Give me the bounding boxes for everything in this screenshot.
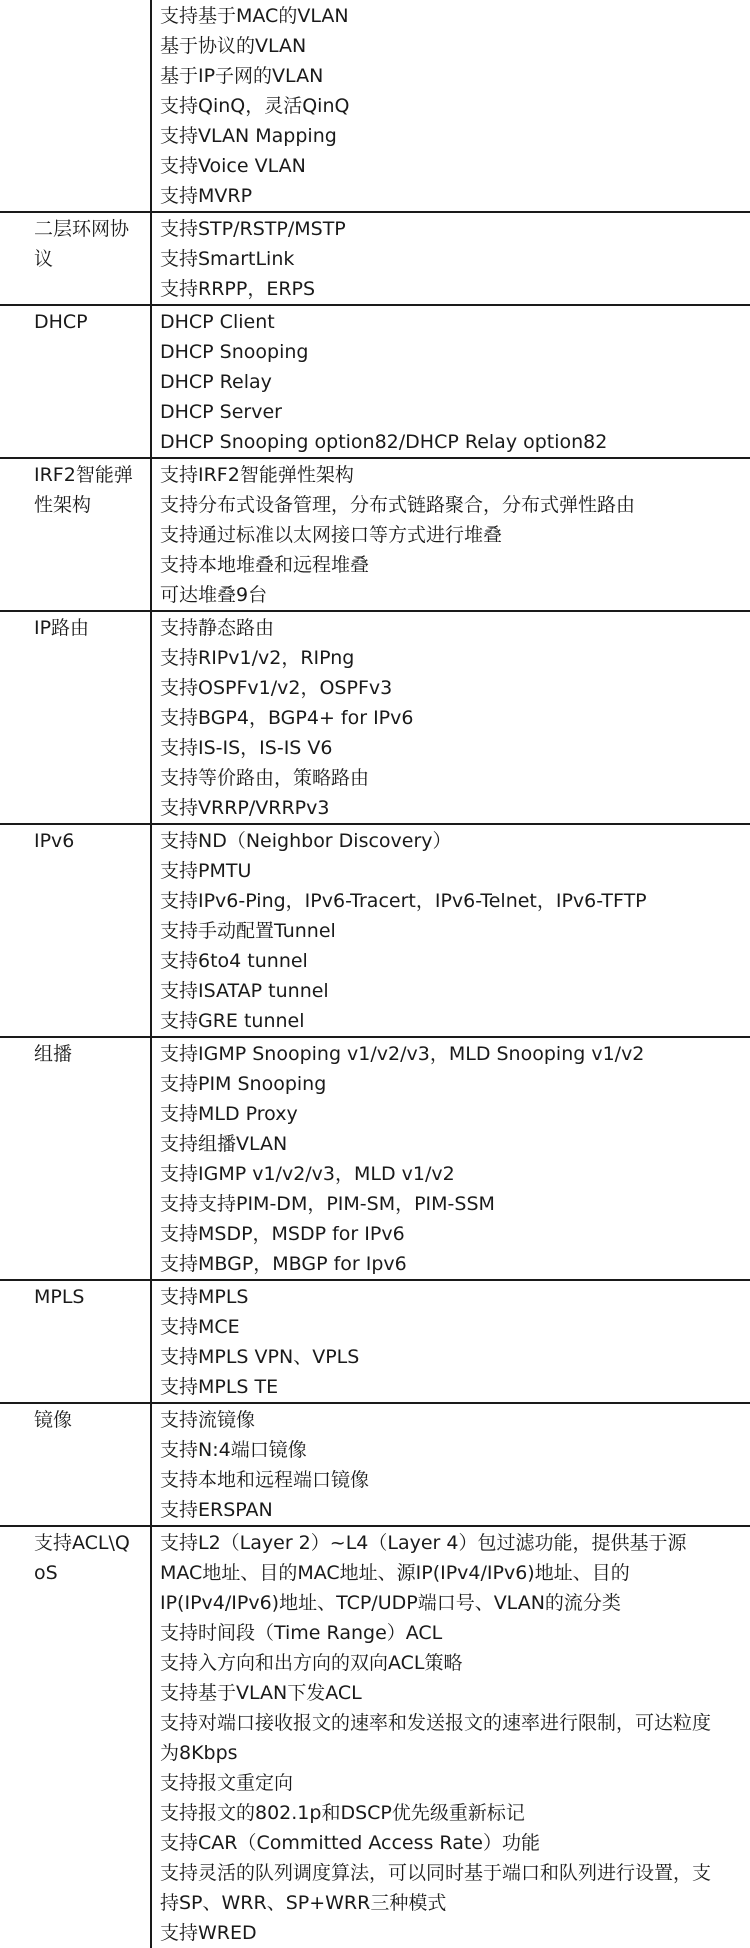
- table-row: [0, 0, 750, 213]
- feature-item: 支持N:4端口镜像: [160, 1439, 307, 1461]
- feature-item: 支持QinQ，灵活QinQ: [160, 95, 350, 117]
- feature-item: 支持通过标准以太网接口等方式进行堆叠: [160, 524, 503, 546]
- table-row: [0, 1527, 750, 1948]
- feature-item: 支持MBGP，MBGP for Ipv6: [160, 1253, 407, 1275]
- feature-item: 支持MPLS VPN、VPLS: [160, 1346, 360, 1368]
- feature-item: 支持报文的802.1p和DSCP优先级重新标记: [160, 1802, 525, 1824]
- table-row: [0, 213, 750, 306]
- feature-item: 支持本地堆叠和远程堆叠: [160, 554, 370, 576]
- feature-list: [150, 1281, 718, 1402]
- table-row: [0, 306, 750, 459]
- feature-item: 支持MPLS TE: [160, 1376, 279, 1398]
- feature-item: 支持支持PIM-DM，PIM-SM，PIM-SSM: [160, 1193, 495, 1215]
- feature-item: 支持SmartLink: [160, 248, 295, 270]
- feature-item: 支持流镜像: [160, 1409, 256, 1431]
- category-cell: MPLS: [34, 1286, 85, 1308]
- category-cell: [0, 0, 150, 211]
- feature-list: [150, 1527, 718, 1948]
- category-cell: IP路由: [34, 617, 90, 639]
- feature-item: 支持IPv6-Ping，IPv6-Tracert，IPv6-Telnet，IPv6-TFTP: [160, 890, 647, 912]
- feature-item: 支持WRED: [160, 1922, 257, 1944]
- feature-item: DHCP Snooping option82/DHCP Relay option82: [160, 431, 608, 453]
- feature-item: 支持分布式设备管理，分布式链路聚合，分布式弹性路由: [160, 494, 636, 516]
- feature-item: 支持RRPP，ERPS: [160, 278, 316, 300]
- feature-item: 支持灵活的队列调度算法，可以同时基于端口和队列进行设置，支持SP、WRR、SP+WRR三种模式: [160, 1862, 712, 1914]
- feature-list: [150, 0, 718, 211]
- category-cell: 二层环网协议: [34, 218, 130, 270]
- feature-item: 支持6to4 tunnel: [160, 950, 308, 972]
- feature-item: 支持RIPv1/v2，RIPng: [160, 647, 355, 669]
- feature-list: [150, 306, 718, 457]
- feature-item: 支持静态路由: [160, 617, 275, 639]
- feature-item: 基于协议的VLAN: [160, 35, 307, 57]
- feature-item: 支持CAR（Committed Access Rate）功能: [160, 1832, 540, 1854]
- feature-item: DHCP Server: [160, 401, 282, 423]
- category-cell: 组播: [34, 1043, 73, 1065]
- table-row: [0, 612, 750, 825]
- feature-item: 支持PMTU: [160, 860, 252, 882]
- feature-item: DHCP Snooping: [160, 341, 309, 363]
- feature-list: [150, 459, 718, 610]
- feature-list: [150, 213, 718, 304]
- feature-item: 支持基于MAC的VLAN: [160, 5, 349, 27]
- feature-list: [150, 825, 718, 1036]
- table-row: [0, 1038, 750, 1281]
- category-cell: 支持ACL\QoS: [34, 1532, 130, 1584]
- feature-item: 支持基于VLAN下发ACL: [160, 1682, 362, 1704]
- feature-item: 支持报文重定向: [160, 1772, 294, 1794]
- feature-item: 支持IRF2智能弹性架构: [160, 464, 354, 486]
- table-row: [0, 1404, 750, 1527]
- category-cell: IRF2智能弹性架构: [34, 464, 133, 516]
- feature-list: [150, 1038, 718, 1279]
- feature-item: 支持MSDP，MSDP for IPv6: [160, 1223, 405, 1245]
- feature-list: [150, 612, 718, 823]
- feature-item: 支持MLD Proxy: [160, 1103, 298, 1125]
- feature-item: 支持L2（Layer 2）~L4（Layer 4）包过滤功能，提供基于源MAC地址、目的MAC地址、源IP(IPv4/IPv6)地址、目的IP(IPv4/IPv6)地址、TCP/UDP端口号、VLAN的流分类: [160, 1532, 687, 1614]
- feature-item: 支持组播VLAN: [160, 1133, 288, 1155]
- feature-item: 支持对端口接收报文的速率和发送报文的速率进行限制，可达粒度为8Kbps: [160, 1712, 712, 1764]
- feature-item: 可达堆叠9台: [160, 584, 268, 606]
- feature-item: 支持ND（Neighbor Discovery）: [160, 830, 452, 852]
- feature-item: 支持MPLS: [160, 1286, 249, 1308]
- feature-item: 支持MVRP: [160, 185, 253, 207]
- table-row: [0, 1281, 750, 1404]
- feature-item: 支持PIM Snooping: [160, 1073, 327, 1095]
- feature-item: DHCP Client: [160, 311, 275, 333]
- category-cell: 镜像: [34, 1409, 73, 1431]
- feature-item: 支持ERSPAN: [160, 1499, 273, 1521]
- feature-item: 支持本地和远程端口镜像: [160, 1469, 370, 1491]
- feature-item: 支持VRRP/VRRPv3: [160, 797, 330, 819]
- table-row: [0, 825, 750, 1038]
- feature-item: 支持GRE tunnel: [160, 1010, 305, 1032]
- table-row: [0, 459, 750, 612]
- feature-item: 支持时间段（Time Range）ACL: [160, 1622, 443, 1644]
- feature-list: [150, 1404, 718, 1525]
- feature-item: 支持STP/RSTP/MSTP: [160, 218, 346, 240]
- feature-item: 支持Voice VLAN: [160, 155, 306, 177]
- feature-item: 支持IS-IS，IS-IS V6: [160, 737, 333, 759]
- feature-item: 支持ISATAP tunnel: [160, 980, 329, 1002]
- feature-item: 支持等价路由，策略路由: [160, 767, 370, 789]
- feature-item: 支持MCE: [160, 1316, 240, 1338]
- feature-item: 支持VLAN Mapping: [160, 125, 337, 147]
- feature-item: 支持手动配置Tunnel: [160, 920, 336, 942]
- category-cell: DHCP: [34, 311, 88, 333]
- feature-item: 支持OSPFv1/v2，OSPFv3: [160, 677, 393, 699]
- feature-item: 支持BGP4，BGP4+ for IPv6: [160, 707, 414, 729]
- feature-item: 支持IGMP v1/v2/v3，MLD v1/v2: [160, 1163, 455, 1185]
- feature-item: 支持入方向和出方向的双向ACL策略: [160, 1652, 463, 1674]
- feature-item: 基于IP子网的VLAN: [160, 65, 324, 87]
- category-cell: IPv6: [34, 830, 75, 852]
- feature-item: 支持IGMP Snooping v1/v2/v3，MLD Snooping v1/v2: [160, 1043, 645, 1065]
- feature-item: DHCP Relay: [160, 371, 272, 393]
